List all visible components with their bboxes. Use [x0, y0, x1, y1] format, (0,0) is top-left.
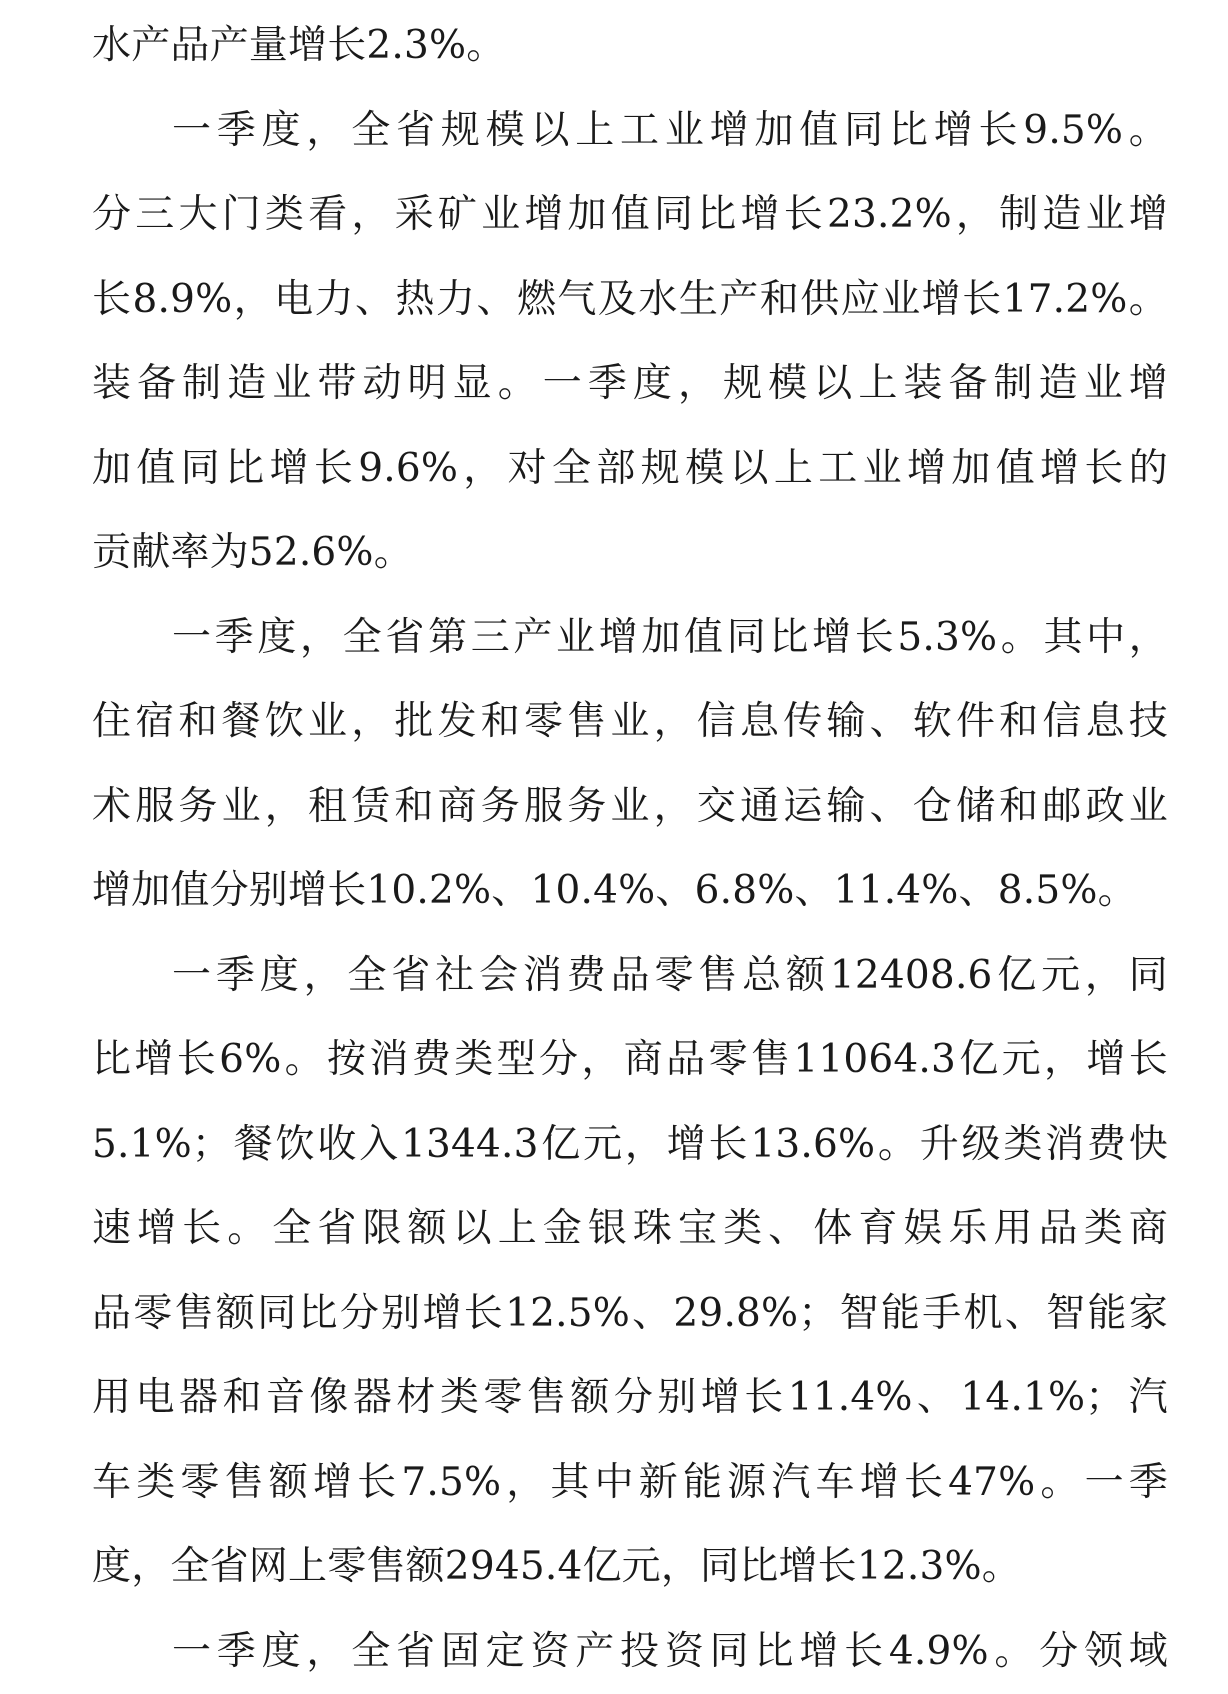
text-line: 装备制造业带动明显。一季度，规模以上装备制造业增 [92, 342, 1168, 427]
text-line: 车类零售额增长7.5%，其中新能源汽车增长47%。一季 [92, 1441, 1168, 1526]
text-line: 度，全省网上零售额2945.4亿元，同比增长12.3%。 [92, 1525, 1168, 1610]
text-line: 水产品产量增长2.3%。 [92, 4, 1168, 89]
text-line: 用电器和音像器材类零售额分别增长11.4%、14.1%；汽 [92, 1356, 1168, 1441]
text-line: 比增长6%。按消费类型分，商品零售11064.3亿元，增长 [92, 1018, 1168, 1103]
text-line: 品零售额同比分别增长12.5%、29.8%；智能手机、智能家 [92, 1272, 1168, 1357]
document-body [92, 4, 1168, 1694]
text-line: 一季度，全省社会消费品零售总额12408.6亿元，同 [92, 934, 1168, 1019]
text-line: 贡献率为52.6%。 [92, 511, 1168, 596]
text-line: 加值同比增长9.6%，对全部规模以上工业增加值增长的 [92, 427, 1168, 512]
text-line: 速增长。全省限额以上金银珠宝类、体育娱乐用品类商 [92, 1187, 1168, 1272]
text-line: 长8.9%，电力、热力、燃气及水生产和供应业增长17.2%。 [92, 258, 1168, 343]
text-line: 住宿和餐饮业，批发和零售业，信息传输、软件和信息技 [92, 680, 1168, 765]
text-line: 一季度，全省第三产业增加值同比增长5.3%。其中， [92, 596, 1168, 681]
text-line: 5.1%；餐饮收入1344.3亿元，增长13.6%。升级类消费快 [92, 1103, 1168, 1188]
text-line: 术服务业，租赁和商务服务业，交通运输、仓储和邮政业 [92, 765, 1168, 850]
text-line: 分三大门类看，采矿业增加值同比增长23.2%，制造业增 [92, 173, 1168, 258]
text-line: 一季度，全省规模以上工业增加值同比增长9.5%。 [92, 89, 1168, 174]
text-line: 增加值分别增长10.2%、10.4%、6.8%、11.4%、8.5%。 [92, 849, 1168, 934]
text-line: 一季度，全省固定资产投资同比增长4.9%。分领域 [92, 1610, 1168, 1694]
